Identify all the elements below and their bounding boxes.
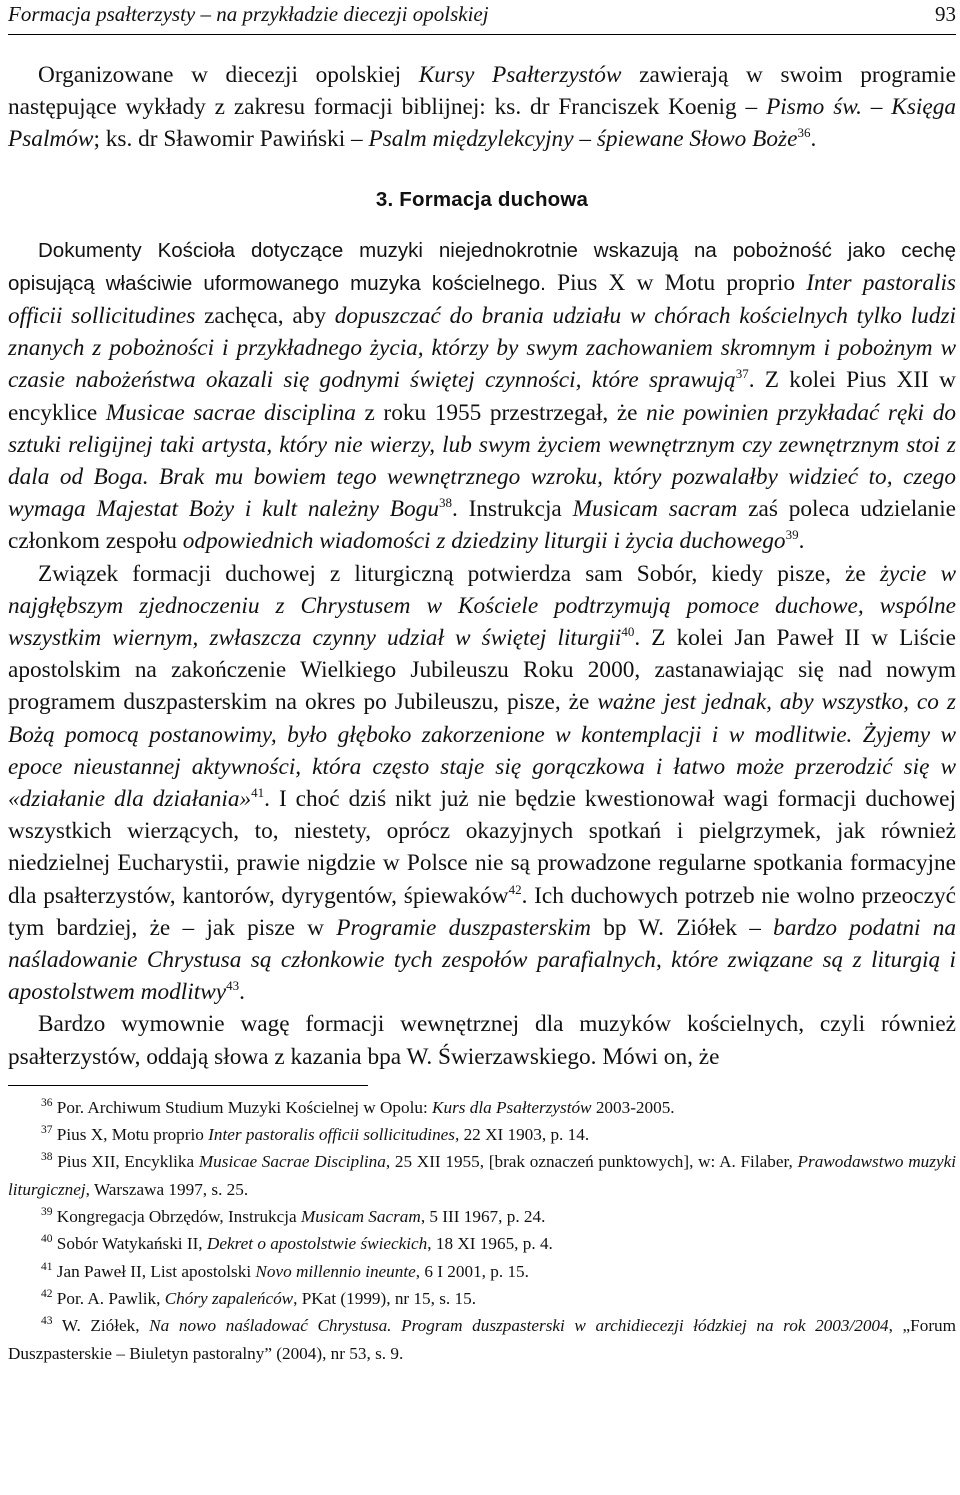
text-run: , „Forum Duszpasterskie – Biuletyn pastoralny” (2004), nr 53, s. 9. — [8, 1316, 956, 1363]
text-run: Por. Archiwum Studium Muzyki Kościelnej w Opolu: — [52, 1097, 433, 1117]
italic-run: Inter pastoralis officii sollicitudines — [8, 269, 956, 330]
running-header — [8, 0, 956, 35]
text-run: Bardzo wymownie wagę formacji wewnętrznej dla muzyków kościelnych, czyli również psałterzystów, oddają słowa z kazania bpa W. Świerzawskiego. Mówi on, że — [8, 1011, 956, 1070]
text-run: zachęca, aby — [195, 303, 335, 330]
text-run: . Instrukcja — [451, 496, 573, 523]
footnote-42 — [8, 1285, 956, 1312]
italic-run: odpowiednich wiadomości z dziedziny liturgii i życia duchowego — [182, 528, 786, 555]
text-run: Dokumenty Kościoła dotyczące muzyki niejednokrotnie wskazują na pobożność jako cechę opisującą właściwie uformowanego muzyka kościelnego. — [8, 238, 956, 295]
footnote-number: 43 — [41, 1315, 53, 1328]
text-run: Związek formacji duchowej z liturgiczną potwierdza sam Sobór, kiedy pisze, że — [38, 560, 880, 587]
text-run: . — [798, 528, 805, 555]
running-title: Formacja psałterzysty – na przykładzie diecezji opolskiej — [8, 2, 489, 26]
paragraph-inner-formation — [8, 1008, 956, 1072]
footnote-number: 39 — [41, 1206, 53, 1219]
footnote-36 — [8, 1094, 956, 1121]
footnote-ref[interactable]: 36 — [797, 125, 811, 141]
italic-run: nie powinien przykładać ręki do sztuki religijnej taki artysta, który nie wierzy, lub swym życiem wewnętrznym czy zewnętrznym stoi z dala od Boga. Brak mu bowiem tego wewnętrznego wzroku, który pozwalałby widzieć to, czego wymaga Majestat Boży i kult należny Bogu — [8, 399, 957, 523]
text-run: Por. A. Pawlik, — [52, 1288, 165, 1308]
footnote-separator — [8, 1085, 368, 1086]
paragraph-liturgical-formation — [8, 558, 956, 1009]
italic-run: Inter pastoralis officii sollicitudines — [208, 1125, 455, 1145]
text-run: 2003-2005. — [591, 1097, 675, 1117]
italic-run: Prawodawstwo muzyki liturgicznej — [8, 1152, 956, 1199]
text-run: . Ich duchowych potrzeb nie wolno przeoczyć tym bardziej, że – jak pisze w — [8, 882, 956, 941]
italic-run: ważne jest jednak, aby wszystko, co z Bożą pomocą postanowimy, było głęboko zakorzenione w kontemplacji i w modlitwie. Żyjemy w epoce nieustannej aktywności, która często staje się gorączkowa i łatwo może przerodzić się w «działanie dla działania» — [8, 689, 956, 813]
italic-run: Musicam sacram — [572, 496, 738, 523]
footnote-40 — [8, 1230, 956, 1257]
italic-run: Dekret o apostolstwie świeckich — [206, 1234, 428, 1254]
text-run: . — [810, 126, 817, 153]
text-run: Kongregacja Obrzędów, Instrukcja — [52, 1207, 301, 1227]
italic-run: Musicam Sacram — [300, 1207, 421, 1227]
footnote-ref[interactable]: 38 — [438, 495, 452, 511]
footnote-ref[interactable]: 40 — [621, 624, 635, 640]
footnote-37 — [8, 1121, 956, 1148]
italic-run: Na nowo naśladować Chrystusa. Program duszpasterski w archidiecezji łódzkiej na rok 2003/2004 — [149, 1316, 889, 1336]
text-run: . I choć dziś nikt już nie będzie kwestionował wagi formacji duchowej wszystkich wierzących, to, niestety, oprócz okazyjnych spotkań i pielgrzymek, jak również niedzielnej Eucharystii, prawie nigdzie w Polsce nie są prowadzone regularne spotkania formacyjne dla psałterzystów, kantorów, dyrygentów, śpiewaków — [8, 786, 957, 909]
text-run: . Z kolei Pius XII w encyklice — [8, 367, 956, 426]
text-run: , 18 XI 1965, p. 4. — [427, 1234, 553, 1254]
text-run: , PKat (1999), nr 15, s. 15. — [293, 1288, 476, 1308]
italic-run: Kursy Psałterzystów — [418, 62, 622, 88]
text-run: Pius X w Motu proprio — [545, 269, 807, 296]
text-run: , 6 I 2001, p. 15. — [415, 1261, 529, 1281]
text-run: Pius X, Motu proprio — [52, 1125, 209, 1145]
italic-run: Pismo św. – Księga Psalmów — [8, 94, 956, 153]
text-run: , 5 III 1967, p. 24. — [420, 1207, 546, 1227]
footnote-41 — [8, 1258, 956, 1285]
text-run: Pius XII, Encyklika — [52, 1152, 199, 1172]
footnote-number: 40 — [41, 1233, 53, 1246]
italic-run: dopuszczać do brania udziału w chórach kościelnych tylko ludzi znanych z pobożności i przykładnego życia, którzy by swym zachowaniem skromnym i pobożnym w czasie nabożeństwa okazali się godnymi świętej czynności, które sprawują — [8, 303, 957, 394]
footnote-39 — [8, 1203, 956, 1230]
text-run: ; ks. dr Sławomir Pawiński – — [93, 126, 369, 153]
italic-run: Programie duszpasterskim — [336, 914, 591, 941]
footnote-ref[interactable]: 43 — [226, 978, 240, 994]
footnote-ref[interactable]: 41 — [251, 785, 265, 801]
footnote-number: 38 — [41, 1151, 53, 1164]
main-text — [8, 59, 956, 1073]
paragraph-church-documents — [8, 234, 956, 558]
paragraph-psalmist-courses — [8, 59, 956, 156]
footnote-ref[interactable]: 37 — [735, 366, 749, 382]
text-run: W. Ziółek, — [52, 1316, 150, 1336]
footnote-number: 41 — [41, 1260, 53, 1273]
footnote-number: 37 — [41, 1124, 53, 1137]
footnote-ref[interactable]: 39 — [785, 527, 799, 543]
italic-run: Psalm międzylekcyjny – śpiewane Słowo Boże — [368, 126, 798, 153]
italic-run: Chóry zapaleńców — [164, 1288, 294, 1308]
document-page — [8, 0, 956, 1367]
page-number: 93 — [935, 2, 956, 26]
text-run: . — [239, 979, 245, 1006]
text-run: bp W. Ziółek – — [590, 914, 774, 941]
text-run: Sobór Watykański II, — [52, 1234, 207, 1254]
text-run: z roku 1955 przestrzegał, że — [355, 399, 647, 426]
italic-run: życie w najgłębszym zjednoczeniu z Chrystusem w Kościele podtrzymują pomoce duchowe, wspólne wszystkim wiernym, zwłaszcza czynny udział w świętej liturgii — [8, 560, 956, 652]
text-run: , 25 XII 1955, [brak oznaczeń punktowych], w: A. Filaber, — [385, 1152, 798, 1172]
text-run: , Warszawa 1997, s. 25. — [85, 1179, 249, 1199]
text-run: . Z kolei Jan Paweł II w Liście apostolskim na zakończenie Wielkiego Jubileuszu Roku 2000, zastanawiając się nad nowym programem duszpasterskim na okres po Jubileuszu, pisze, że — [8, 625, 956, 716]
footnotes — [8, 1094, 956, 1367]
footnote-number: 42 — [41, 1287, 53, 1300]
text-run: zawierają w swoim programie następujące wykłady z zakresu formacji biblijnej: ks. dr Franciszek Koenig – — [8, 62, 956, 121]
footnote-38 — [8, 1148, 956, 1203]
italic-run: Novo millennio ineunte — [255, 1261, 416, 1281]
section-heading: 3. Formacja duchowa — [375, 187, 589, 211]
text-run: Organizowane w diecezji opolskiej — [38, 62, 419, 88]
footnote-number: 36 — [41, 1096, 53, 1109]
italic-run: Musicae sacrae disciplina — [105, 399, 356, 426]
text-run: zaś poleca udzielanie członkom zespołu — [8, 496, 957, 555]
italic-run: Musicae Sacrae Disciplina — [198, 1152, 386, 1172]
italic-run: bardzo podatni na naśladowanie Chrystusa są członkowie tych zespołów parafialnych, które związane są z liturgią i apostolstwem modlitwy — [8, 914, 956, 1006]
footnote-ref[interactable]: 42 — [508, 881, 522, 897]
text-run: Jan Paweł II, List apostolski — [52, 1261, 256, 1281]
italic-run: Kurs dla Psałterzystów — [432, 1097, 592, 1117]
text-run: , 22 XI 1903, p. 14. — [454, 1125, 590, 1145]
footnote-43 — [8, 1312, 956, 1367]
